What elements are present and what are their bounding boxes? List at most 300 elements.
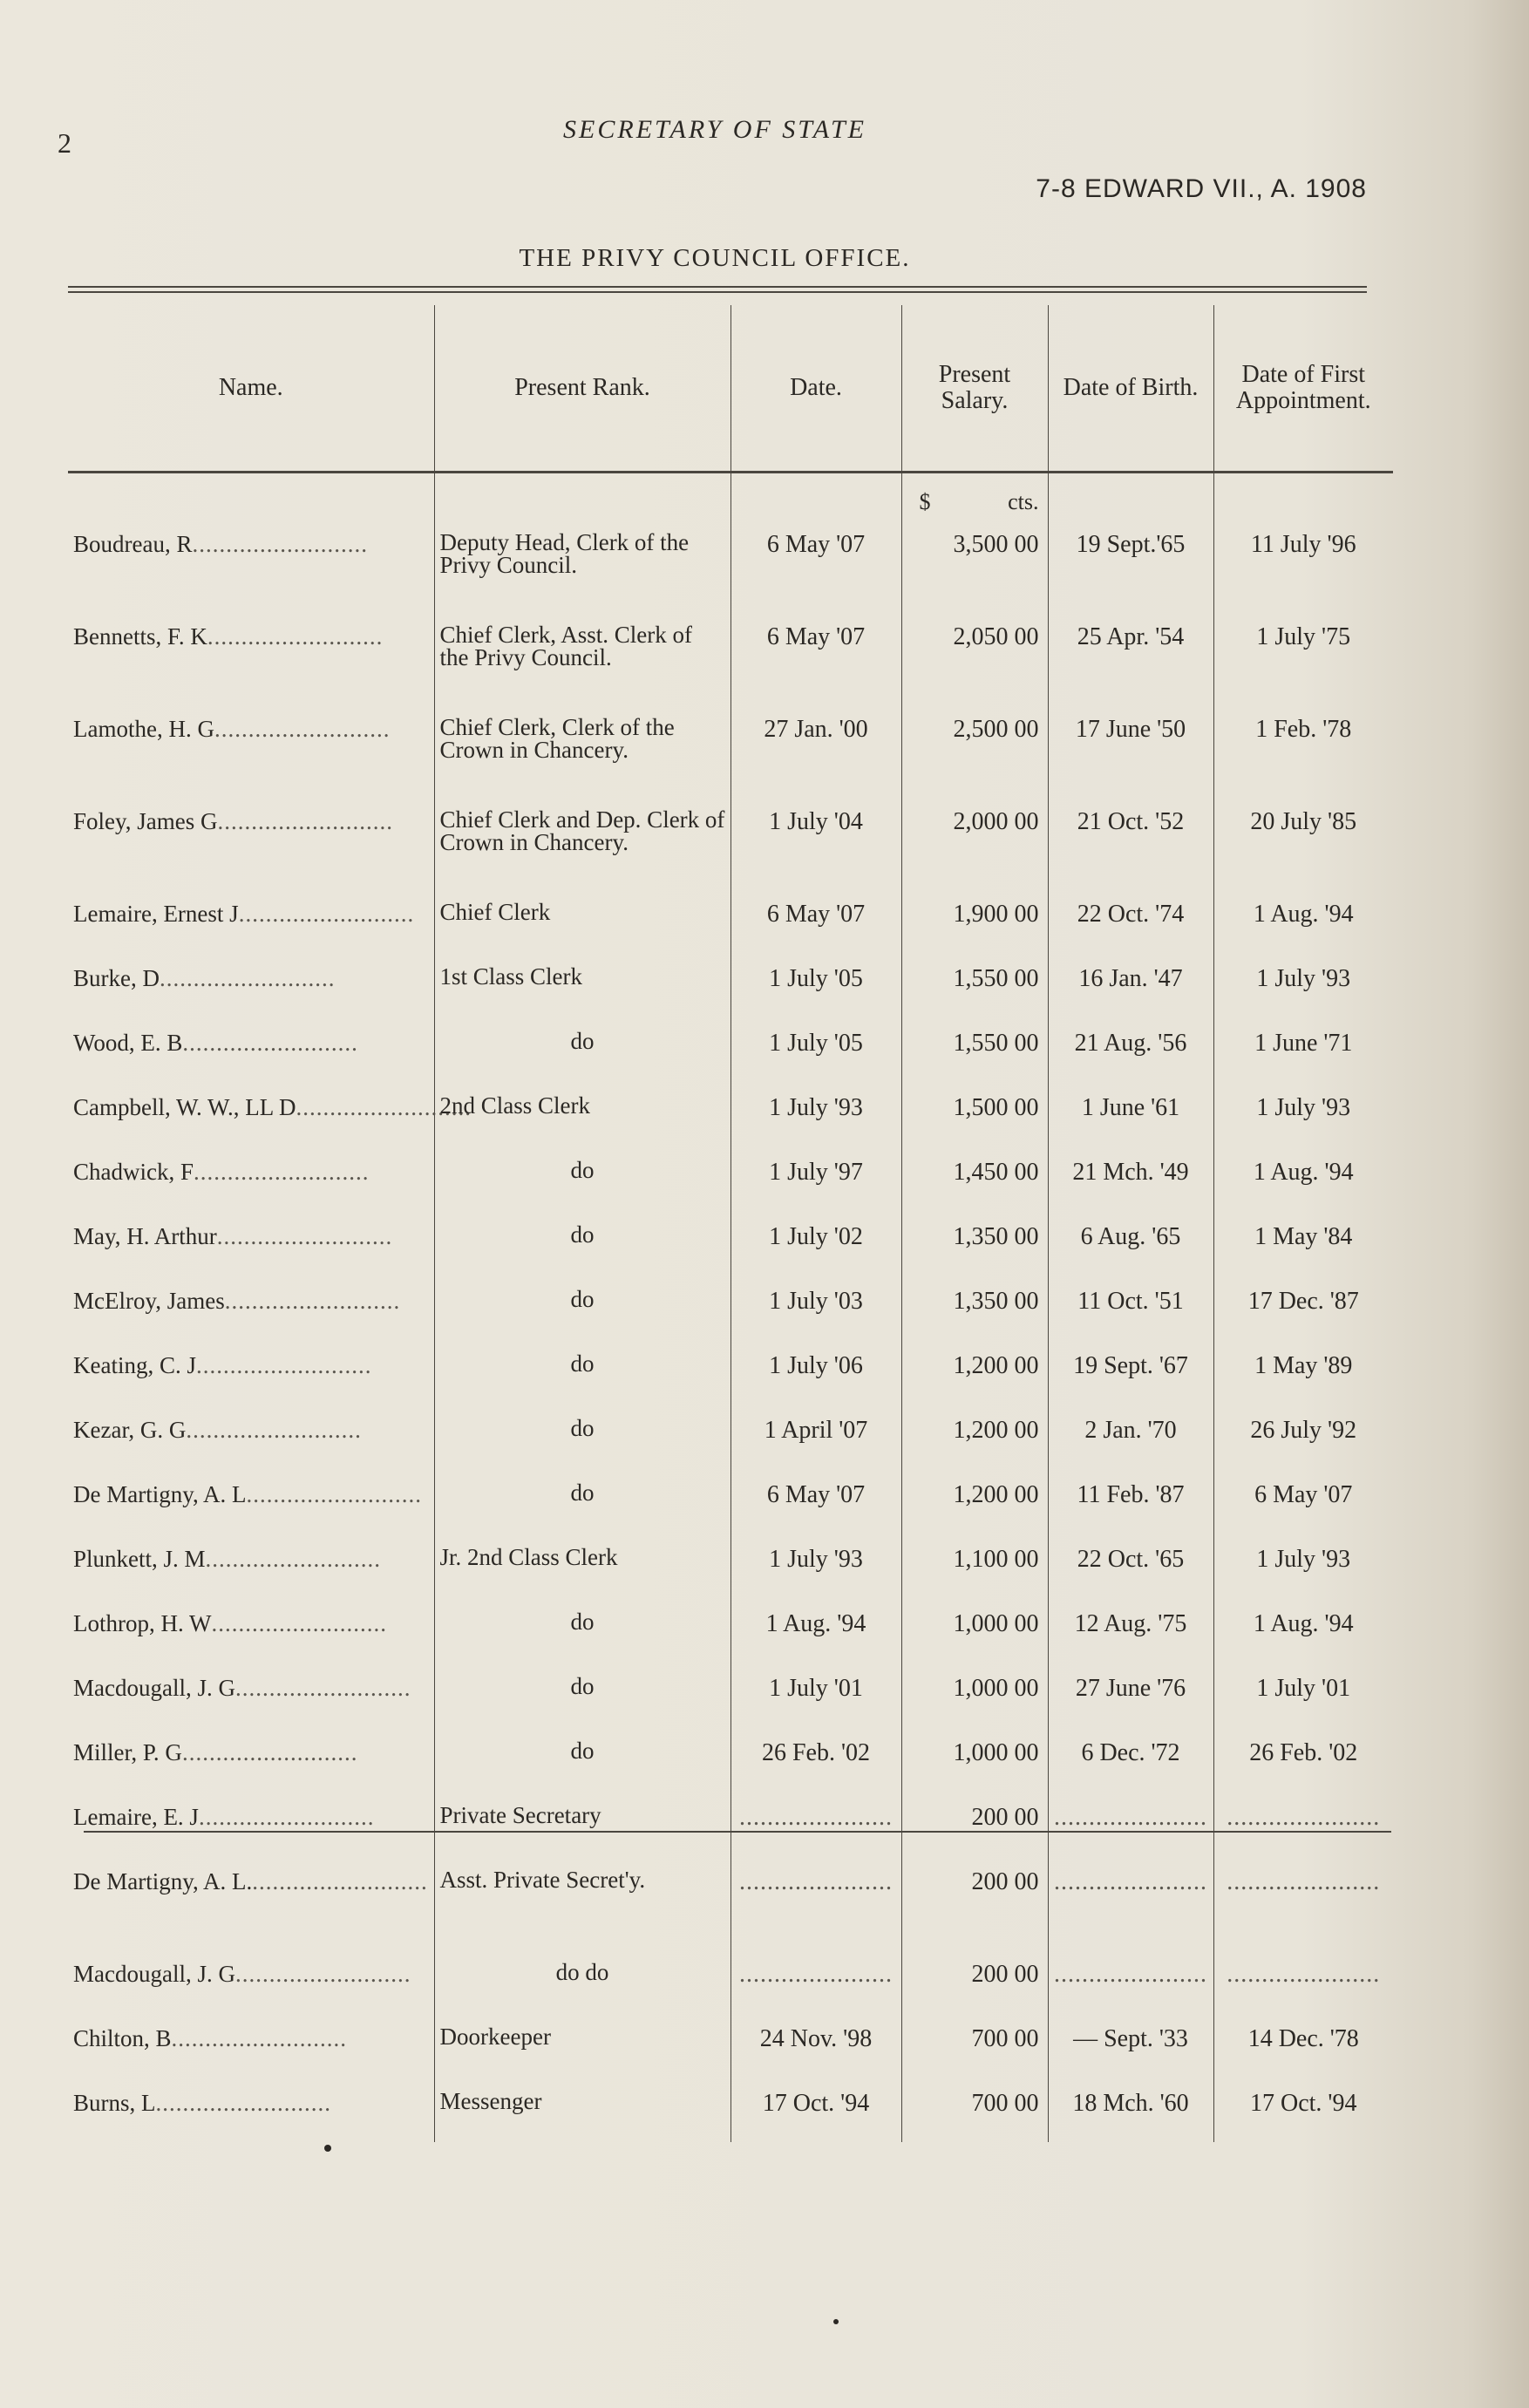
rank-date-cell (731, 796, 901, 888)
rank-date-cell (731, 519, 901, 611)
birth-date: 19 Sept. '67 (1073, 1352, 1188, 1379)
birth-date-cell (1048, 796, 1213, 888)
rank-date: 1 July '02 (769, 1223, 863, 1250)
rank-date-cell (731, 1340, 901, 1405)
employee-name-cell: De Martigny, A. L.......................... (73, 1481, 422, 1507)
present-salary: 1,000 00 (953, 1610, 1039, 1637)
present-rank-cell (434, 1469, 731, 1534)
first-appointment-date: 20 July '85 (1250, 808, 1357, 835)
birth-date-cell (1048, 1340, 1213, 1405)
present-rank-cell (434, 1275, 731, 1340)
present-rank: do (570, 1479, 595, 1506)
first-appointment-date-cell (1213, 611, 1393, 704)
employee-name-cell: Wood, E. B.......................... (73, 1030, 358, 1056)
birth-date-cell (1048, 1727, 1213, 1792)
rank-date-cell (731, 1405, 901, 1469)
employee-name-cell: Boudreau, R.......................... (73, 531, 368, 557)
employee-name: Boudreau, R (73, 531, 193, 557)
table-row (68, 1146, 1393, 1211)
cents-unit: cts. (1008, 489, 1039, 514)
present-rank: Asst. Private Secret'y. (439, 1867, 646, 1893)
birth-date-cell (1048, 611, 1213, 704)
first-appointment-date-cell (1213, 796, 1393, 888)
birth-date-cell (1048, 1275, 1213, 1340)
employee-name-cell: Lothrop, H. W.......................... (73, 1610, 387, 1636)
present-salary-cell (901, 519, 1048, 611)
employee-name: Kezar, G. G (73, 1417, 187, 1443)
present-salary-cell (901, 1663, 1048, 1727)
rank-date: 1 July '93 (769, 1094, 863, 1121)
employee-name-cell: Burke, D.......................... (73, 965, 336, 991)
table-row (68, 704, 1393, 796)
employee-name-cell: Lemaire, E. J.......................... (73, 1804, 375, 1830)
first-appointment-date-cell: ...................... (1213, 1856, 1393, 1949)
present-salary: 2,050 00 (953, 623, 1039, 650)
employee-name-cell: Burns, L.......................... (73, 2090, 331, 2116)
employee-name: Wood, E. B (73, 1030, 183, 1056)
present-salary-cell (901, 1340, 1048, 1405)
rank-date: 1 July '04 (769, 808, 863, 835)
present-salary: 1,500 00 (953, 1094, 1039, 1121)
column-header-date: Date. (731, 305, 901, 473)
rank-date-cell (731, 1534, 901, 1598)
table-row (68, 519, 1393, 611)
birth-date-cell (1048, 1598, 1213, 1663)
rank-date-cell (731, 1211, 901, 1275)
first-appointment-date-cell (1213, 2078, 1393, 2142)
first-appointment-date-cell: ...................... (1213, 1949, 1393, 2013)
table-row (68, 1534, 1393, 1598)
present-salary-cell (901, 1534, 1048, 1598)
rank-date-cell (731, 611, 901, 704)
employee-name-cell: De Martigny, A. L........................... (73, 1868, 428, 1894)
column-header-rank: Present Rank. (434, 305, 731, 473)
table-row (68, 1792, 1393, 1856)
employee-name-cell: Miller, P. G.......................... (73, 1739, 358, 1765)
present-rank: do (570, 1738, 595, 1764)
table-row (68, 1017, 1393, 1082)
present-salary-cell (901, 611, 1048, 704)
first-appointment-date-cell (1213, 1275, 1393, 1340)
present-salary-cell (901, 1469, 1048, 1534)
birth-date-cell (1048, 2013, 1213, 2078)
present-rank-cell (434, 1727, 731, 1792)
birth-date-cell (1048, 1469, 1213, 1534)
employee-name: Burke, D (73, 965, 160, 991)
employee-name: Campbell, W. W., LL D (73, 1094, 296, 1120)
present-salary: 1,200 00 (953, 1352, 1039, 1379)
rank-date-cell (731, 888, 901, 953)
table-row (68, 1275, 1393, 1340)
present-rank-cell (434, 1598, 731, 1663)
employee-name-cell: McElroy, James.......................... (73, 1288, 401, 1314)
present-salary: 1,100 00 (953, 1546, 1039, 1573)
present-salary-cell (901, 1211, 1048, 1275)
birth-date-cell (1048, 888, 1213, 953)
birth-date-cell: ...................... (1048, 1949, 1213, 2013)
birth-date: 22 Oct. '65 (1077, 1546, 1185, 1573)
table-row (68, 1405, 1393, 1469)
employee-name-cell: May, H. Arthur.......................... (73, 1223, 393, 1249)
present-rank: do (570, 1028, 595, 1054)
present-rank: do (570, 1415, 595, 1441)
employee-name: Chadwick, F (73, 1159, 194, 1185)
first-appointment-date-cell (1213, 2013, 1393, 2078)
rank-date: 17 Oct. '94 (762, 2090, 870, 2117)
table-row (68, 1598, 1393, 1663)
first-appointment-date-cell: ...................... (1213, 1792, 1393, 1856)
present-salary: 700 00 (971, 2025, 1039, 2052)
table-row (68, 796, 1393, 888)
present-rank-cell (434, 1340, 731, 1405)
present-salary: 200 00 (971, 1961, 1039, 1988)
birth-date-cell (1048, 704, 1213, 796)
present-rank: Chief Clerk (439, 899, 551, 925)
rank-date-cell (731, 1017, 901, 1082)
column-header-birth: Date of Birth. (1048, 305, 1213, 473)
present-rank-cell (434, 1211, 731, 1275)
birth-date: 22 Oct. '74 (1077, 901, 1185, 928)
first-appointment-date: 26 July '92 (1250, 1417, 1357, 1444)
birth-date: 2 Jan. '70 (1084, 1417, 1177, 1444)
rank-date: 24 Nov. '98 (759, 2025, 873, 2052)
employee-name: Chilton, B (73, 2025, 172, 2051)
present-rank: Private Secretary (439, 1802, 601, 1828)
table-row (68, 1727, 1393, 1792)
present-salary: 1,000 00 (953, 1675, 1039, 1702)
first-appointment-date-cell (1213, 1469, 1393, 1534)
table-row (68, 1469, 1393, 1534)
present-rank-cell (434, 1534, 731, 1598)
rank-date: 1 July '03 (769, 1288, 863, 1315)
employee-name: De Martigny, A. L. (73, 1868, 253, 1894)
present-rank-cell (434, 611, 731, 704)
present-salary-cell (901, 1017, 1048, 1082)
employee-name: Miller, P. G (73, 1739, 182, 1765)
first-appointment-date-cell (1213, 1405, 1393, 1469)
present-rank: do do (555, 1959, 609, 1985)
salary-units-row (68, 473, 1393, 520)
present-rank-cell (434, 519, 731, 611)
employee-name: McElroy, James (73, 1288, 225, 1314)
employee-name: Lothrop, H. W (73, 1610, 212, 1636)
birth-date-cell (1048, 1017, 1213, 1082)
rank-date-cell (731, 1275, 901, 1340)
first-appointment-date-cell (1213, 1146, 1393, 1211)
employee-name-cell: Lemaire, Ernest J.......................... (73, 901, 415, 927)
present-salary-cell (901, 1949, 1048, 2013)
present-rank-cell (434, 1082, 731, 1146)
page-number: 2 (58, 127, 71, 159)
present-rank-cell (434, 888, 731, 953)
present-rank: Messenger (439, 2088, 542, 2114)
birth-date-cell (1048, 1146, 1213, 1211)
birth-date-cell (1048, 953, 1213, 1017)
column-header-name: Name. (68, 305, 434, 473)
employee-name-cell: Macdougall, J. G.......................... (73, 1961, 411, 1987)
present-salary-cell (901, 2013, 1048, 2078)
rank-date-cell (731, 1663, 901, 1727)
first-appointment-date-cell (1213, 1727, 1393, 1792)
table-row (68, 611, 1393, 704)
employee-name: Burns, L (73, 2090, 156, 2116)
birth-date: 21 Oct. '52 (1077, 808, 1185, 835)
rank-date-cell (731, 1727, 901, 1792)
present-rank: do (570, 1286, 595, 1312)
birth-date: 16 Jan. '47 (1078, 965, 1183, 992)
rank-date: 1 July '97 (769, 1159, 863, 1186)
present-salary: 1,550 00 (953, 1030, 1039, 1057)
table-header-row (68, 305, 1393, 473)
present-salary: 700 00 (971, 2090, 1039, 2117)
first-appointment-date: 1 July '93 (1256, 1546, 1351, 1573)
employee-name: Foley, James G (73, 808, 218, 834)
present-salary: 1,200 00 (953, 1481, 1039, 1508)
present-salary: 1,350 00 (953, 1288, 1039, 1315)
birth-date: 11 Feb. '87 (1077, 1481, 1185, 1508)
table-row (68, 1340, 1393, 1405)
rank-date: 1 July '93 (769, 1546, 863, 1573)
table-row (68, 1856, 1393, 1949)
birth-date: 19 Sept.'65 (1076, 531, 1186, 558)
birth-date: 25 Apr. '54 (1077, 623, 1185, 650)
present-rank: do (570, 1157, 595, 1183)
present-salary: 3,500 00 (953, 531, 1039, 558)
rank-date: 1 July '05 (769, 1030, 863, 1057)
employee-name: Plunkett, J. M (73, 1546, 206, 1572)
employee-name: Keating, C. J (73, 1352, 196, 1378)
present-salary-cell (901, 1598, 1048, 1663)
employee-name: Lamothe, H. G (73, 716, 214, 742)
table-row (68, 2078, 1393, 2142)
present-salary: 200 00 (971, 1804, 1039, 1831)
rank-date-cell (731, 953, 901, 1017)
first-appointment-date: 17 Dec. '87 (1247, 1288, 1359, 1315)
rank-date-cell: ...................... (731, 1949, 901, 2013)
first-appointment-date: 17 Oct. '94 (1250, 2090, 1357, 2117)
present-rank-cell (434, 796, 731, 888)
rank-date: 6 May '07 (766, 531, 866, 558)
present-rank-cell (434, 1017, 731, 1082)
present-salary-cell (901, 1146, 1048, 1211)
present-rank: Chief Clerk and Dep. Clerk of Crown in Chancery. (439, 806, 725, 855)
present-rank-cell (434, 1405, 731, 1469)
birth-date: 12 Aug. '75 (1074, 1610, 1187, 1637)
present-rank: do (570, 1609, 595, 1635)
present-salary-cell (901, 1275, 1048, 1340)
table-row (68, 1211, 1393, 1275)
present-salary-cell (901, 1082, 1048, 1146)
present-rank-cell (434, 2078, 731, 2142)
office-title: THE PRIVY COUNCIL OFFICE. (519, 244, 911, 272)
rank-date: 1 April '07 (764, 1417, 868, 1444)
rank-date-cell (731, 2078, 901, 2142)
first-appointment-date: 6 May '07 (1254, 1481, 1353, 1508)
first-appointment-date: 11 July '96 (1250, 531, 1356, 558)
first-appointment-date: 1 July '01 (1256, 1675, 1351, 1702)
present-rank-cell (434, 704, 731, 796)
table-row (68, 888, 1393, 953)
first-appointment-date-cell (1213, 1082, 1393, 1146)
present-rank: 1st Class Clerk (439, 963, 583, 990)
rank-date: 6 May '07 (766, 1481, 866, 1508)
first-appointment-date-cell (1213, 1534, 1393, 1598)
present-salary-cell (901, 953, 1048, 1017)
staff-table (68, 305, 1393, 2142)
present-salary-cell (901, 2078, 1048, 2142)
present-rank: Chief Clerk, Clerk of the Crown in Chancery. (439, 714, 675, 763)
present-salary: 1,200 00 (953, 1417, 1039, 1444)
table-row (68, 1663, 1393, 1727)
birth-date: — Sept. '33 (1073, 2025, 1188, 2052)
rank-date-cell: ...................... (731, 1792, 901, 1856)
present-salary-cell (901, 888, 1048, 953)
rank-date-cell (731, 1469, 901, 1534)
birth-date: 18 Mch. '60 (1072, 2090, 1189, 2117)
first-appointment-date: 14 Dec. '78 (1247, 2025, 1359, 2052)
employee-name-cell: Kezar, G. G.......................... (73, 1417, 362, 1443)
first-appointment-date: 26 Feb. '02 (1249, 1739, 1358, 1766)
present-rank-cell (434, 1856, 731, 1949)
present-rank-cell (434, 2013, 731, 2078)
first-appointment-date: 1 June '71 (1254, 1030, 1353, 1057)
rank-date-cell (731, 1598, 901, 1663)
paper-speck (324, 2145, 331, 2152)
rank-date: 6 May '07 (766, 901, 866, 928)
column-header-salary: Present Salary. (901, 305, 1048, 473)
employee-name: Macdougall, J. G (73, 1675, 235, 1701)
first-appointment-date: 1 Aug. '94 (1253, 1159, 1354, 1186)
first-appointment-date-cell (1213, 953, 1393, 1017)
employee-name: May, H. Arthur (73, 1223, 217, 1249)
present-rank-cell (434, 1663, 731, 1727)
employee-name-cell: Keating, C. J.......................... (73, 1352, 372, 1378)
birth-date-cell: ...................... (1048, 1856, 1213, 1949)
first-appointment-date-cell (1213, 1663, 1393, 1727)
present-rank-cell (434, 953, 731, 1017)
first-appointment-date: 1 July '93 (1256, 965, 1351, 992)
present-rank: do (570, 1221, 595, 1248)
present-rank: do (570, 1350, 595, 1377)
session-label: 7-8 EDWARD VII., A. 1908 (1036, 174, 1367, 203)
birth-date: 27 June '76 (1075, 1675, 1186, 1702)
rank-date-cell (731, 1146, 901, 1211)
present-salary-cell (901, 1405, 1048, 1469)
present-salary: 1,350 00 (953, 1223, 1039, 1250)
employee-name-cell: Bennetts, F. K.......................... (73, 623, 384, 650)
birth-date-cell (1048, 1663, 1213, 1727)
employee-name-cell: Chadwick, F.......................... (73, 1159, 370, 1185)
rank-date-cell (731, 1082, 901, 1146)
birth-date-cell (1048, 1211, 1213, 1275)
first-appointment-date-cell (1213, 1017, 1393, 1082)
employee-name-cell: Foley, James G.......................... (73, 808, 393, 834)
present-salary: 1,000 00 (953, 1739, 1039, 1766)
present-salary-cell (901, 704, 1048, 796)
present-salary-cell (901, 1727, 1048, 1792)
table-row (68, 1949, 1393, 2013)
rank-date-cell (731, 704, 901, 796)
rank-date: 1 July '01 (769, 1675, 863, 1702)
first-appointment-date-cell (1213, 519, 1393, 611)
present-rank: 2nd Class Clerk (439, 1092, 590, 1119)
rank-date: 6 May '07 (766, 623, 866, 650)
first-appointment-date: 1 July '75 (1256, 623, 1351, 650)
birth-date: 6 Dec. '72 (1081, 1739, 1180, 1766)
employee-name: Bennetts, F. K (73, 623, 207, 650)
rank-date-cell (731, 2013, 901, 2078)
present-rank: Doorkeeper (439, 2024, 551, 2050)
rank-date: 27 Jan. '00 (764, 716, 868, 743)
table-row (68, 953, 1393, 1017)
present-salary: 2,000 00 (953, 808, 1039, 835)
first-appointment-date-cell (1213, 704, 1393, 796)
header-double-rule (68, 286, 1367, 293)
birth-date: 17 June '50 (1075, 716, 1186, 743)
present-rank: Deputy Head, Clerk of the Privy Council. (439, 529, 690, 578)
birth-date: 1 June '61 (1081, 1094, 1180, 1121)
first-appointment-date: 1 July '93 (1256, 1094, 1351, 1121)
present-salary-cell (901, 1856, 1048, 1949)
birth-date: 21 Mch. '49 (1072, 1159, 1189, 1186)
birth-date-cell (1048, 1534, 1213, 1598)
first-appointment-date-cell (1213, 1211, 1393, 1275)
first-appointment-date: 1 May '89 (1254, 1352, 1353, 1379)
rank-date-cell: ...................... (731, 1856, 901, 1949)
first-appointment-date: 1 Aug. '94 (1253, 1610, 1354, 1637)
employee-name-cell: Plunkett, J. M.......................... (73, 1546, 382, 1572)
employee-name: De Martigny, A. L (73, 1481, 247, 1507)
rank-date: 1 July '05 (769, 965, 863, 992)
present-rank-cell (434, 1146, 731, 1211)
present-salary: 2,500 00 (953, 716, 1039, 743)
first-appointment-date-cell (1213, 1598, 1393, 1663)
employee-name-cell: Chilton, B.......................... (73, 2025, 348, 2051)
running-head: SECRETARY OF STATE (563, 115, 866, 144)
table-bottom-rule (84, 1831, 1391, 1833)
table-row (68, 2013, 1393, 2078)
birth-date-cell (1048, 1405, 1213, 1469)
employee-name-cell: Macdougall, J. G.......................... (73, 1675, 411, 1701)
birth-date-cell (1048, 2078, 1213, 2142)
birth-date-cell (1048, 1082, 1213, 1146)
present-salary: 200 00 (971, 1868, 1039, 1895)
employee-name: Lemaire, E. J (73, 1804, 199, 1830)
rank-date: 26 Feb. '02 (761, 1739, 871, 1766)
birth-date: 21 Aug. '56 (1074, 1030, 1187, 1057)
employee-name-cell: Lamothe, H. G.......................... (73, 716, 391, 742)
employee-name: Macdougall, J. G (73, 1961, 235, 1987)
first-appointment-date: 1 May '84 (1254, 1223, 1353, 1250)
dollar-unit: $ (919, 489, 931, 514)
employee-name: Lemaire, Ernest J (73, 901, 239, 927)
present-rank-cell (434, 1792, 731, 1856)
present-salary: 1,900 00 (953, 901, 1039, 928)
present-salary-cell (901, 1792, 1048, 1856)
first-appointment-date-cell (1213, 888, 1393, 953)
present-salary-cell (901, 796, 1048, 888)
first-appointment-date-cell (1213, 1340, 1393, 1405)
birth-date: 6 Aug. '65 (1080, 1223, 1181, 1250)
paper-speck (833, 2319, 839, 2324)
present-rank: Jr. 2nd Class Clerk (439, 1544, 618, 1570)
rank-date: 1 Aug. '94 (765, 1610, 866, 1637)
birth-date-cell (1048, 519, 1213, 611)
table-row (68, 1082, 1393, 1146)
birth-date: 11 Oct. '51 (1077, 1288, 1184, 1315)
present-rank-cell (434, 1949, 731, 2013)
first-appointment-date: 1 Aug. '94 (1253, 901, 1354, 928)
